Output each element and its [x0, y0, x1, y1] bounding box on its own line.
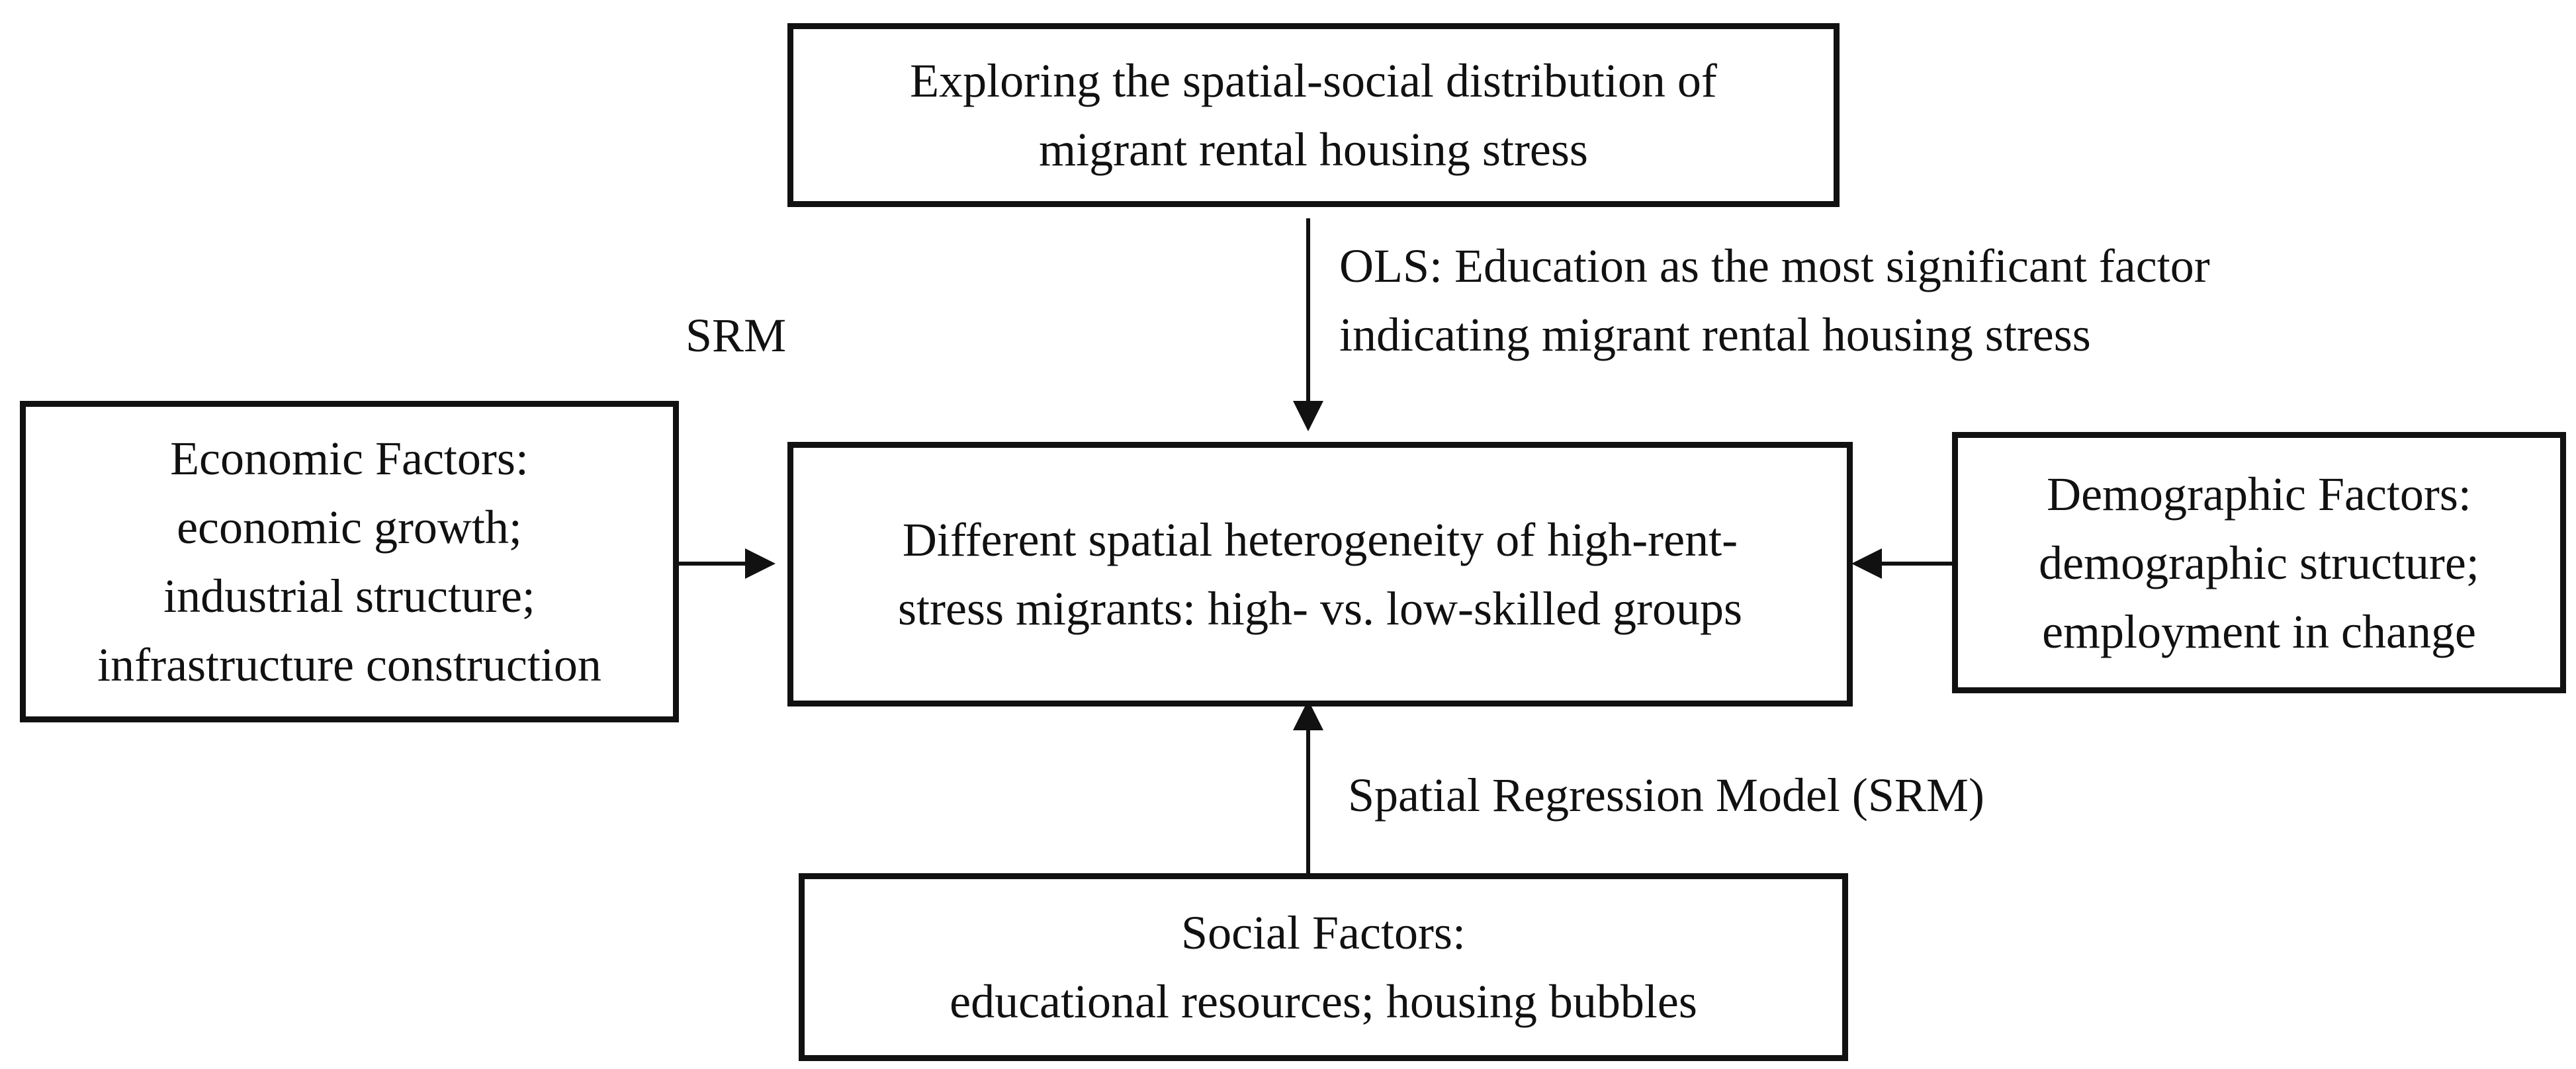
ols-annotation-line-1: OLS: Education as the most significant factor: [1339, 239, 2210, 292]
spatial-regression-annotation: Spatial Regression Model (SRM): [1348, 769, 1984, 822]
economic-factors-item-1: economic growth;: [177, 501, 522, 554]
demographic-factors-title: Demographic Factors:: [2047, 467, 2471, 521]
demographic-factors-item-2: employment in change: [2042, 605, 2476, 658]
research-objective-box: [787, 23, 1840, 207]
demographic-factors-box: [1952, 432, 2566, 693]
spatial-heterogeneity-line-1: Different spatial heterogeneity of high-rent-: [902, 513, 1738, 566]
social-factors-box: [799, 873, 1848, 1061]
economic-factors-item-2: industrial structure;: [163, 570, 535, 622]
ols-annotation-line-2: indicating migrant rental housing stress: [1339, 308, 2091, 361]
research-objective-line-1: Exploring the spatial-social distribution of: [910, 54, 1717, 107]
ols-annotation: [1339, 232, 2210, 369]
arrowhead-left-to-center: [745, 548, 776, 579]
social-factors-title: Social Factors:: [1181, 906, 1466, 959]
economic-factors-item-3: infrastructure construction: [97, 638, 601, 691]
arrowhead-right-to-center: [1851, 548, 1882, 579]
economic-factors-title: Economic Factors:: [170, 432, 529, 485]
research-objective-line-2: migrant rental housing stress: [1039, 123, 1588, 176]
srm-annotation: SRM: [686, 309, 787, 362]
social-factors-items: educational resources; housing bubbles: [950, 975, 1697, 1028]
spatial-heterogeneity-line-2: stress migrants: high- vs. low-skilled groups: [898, 582, 1742, 635]
arrowhead-top-to-center: [1293, 401, 1323, 431]
economic-factors-box: [20, 401, 679, 722]
spatial-heterogeneity-box: [787, 442, 1853, 706]
demographic-factors-item-1: demographic structure;: [2039, 536, 2479, 589]
